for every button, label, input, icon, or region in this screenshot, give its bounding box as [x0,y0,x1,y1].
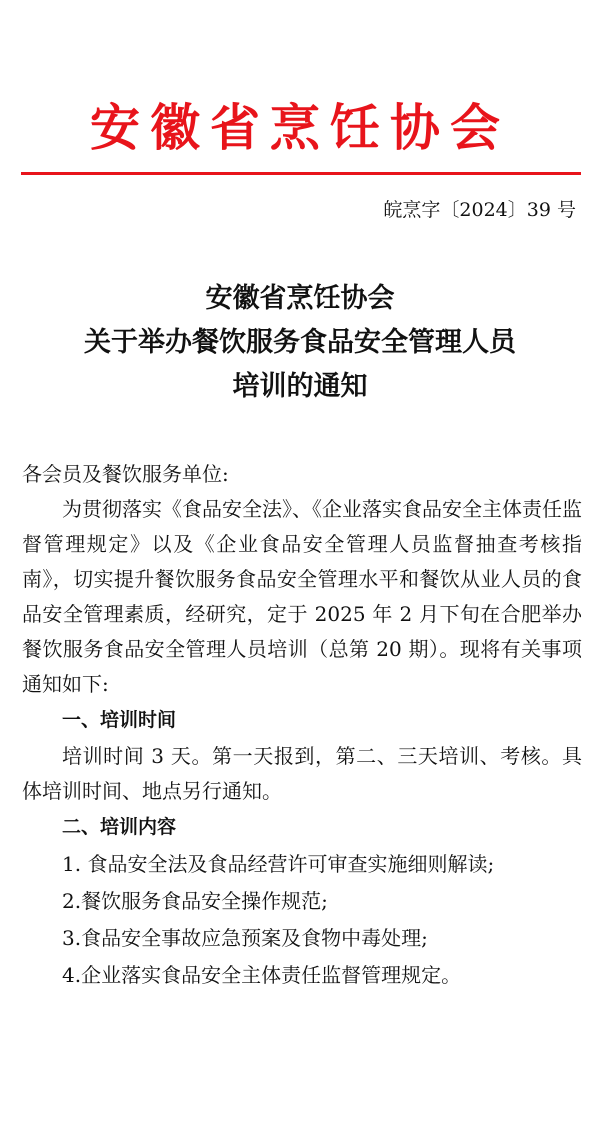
list-item: 4.企业落实食品安全主体责任监督管理规定。 [62,963,462,987]
org-letterhead-title: 安徽省烹饪协会 [90,98,510,157]
intro-paragraph: 为贯彻落实《食品安全法》、《企业落实食品安全主体责任监督管理规定》以及《企业食品安全管理人员监督抽查考核指南》，切实提升餐饮服务食品安全管理水平和餐饮从业人员的食品安全管理素质，经研究，定于 2025 年 2 月下旬在合肥举办餐饮服务食品安全管理人员培训（总第 20 期）。现将有关事项通知如下: [22,497,582,696]
salutation: 各会员及餐饮服务单位: [22,462,229,486]
list-item: 1. 食品安全法及食品经营许可审查实施细则解读; [62,852,495,876]
section-heading-training-time: 一、培训时间 [62,709,177,731]
training-time-paragraph: 培训时间 3 天。第一天报到，第二、三天培训、考核。具体培训时间、地点另行通知。 [22,744,582,803]
list-item: 3.食品安全事故应急预案及食物中毒处理; [62,926,428,950]
section-heading-training-content: 二、培训内容 [62,816,177,838]
document-number: 皖烹字〔2024〕39 号 [383,199,576,221]
letterhead-red-rule [21,172,581,175]
notice-title [0,277,600,409]
title-line-3: 培训的通知 [232,371,368,402]
title-line-1: 安徽省烹饪协会 [205,283,395,314]
title-line-2: 关于举办餐饮服务食品安全管理人员 [84,327,516,358]
list-item: 2.餐饮服务食品安全操作规范; [62,889,328,913]
notice-body [22,457,582,994]
